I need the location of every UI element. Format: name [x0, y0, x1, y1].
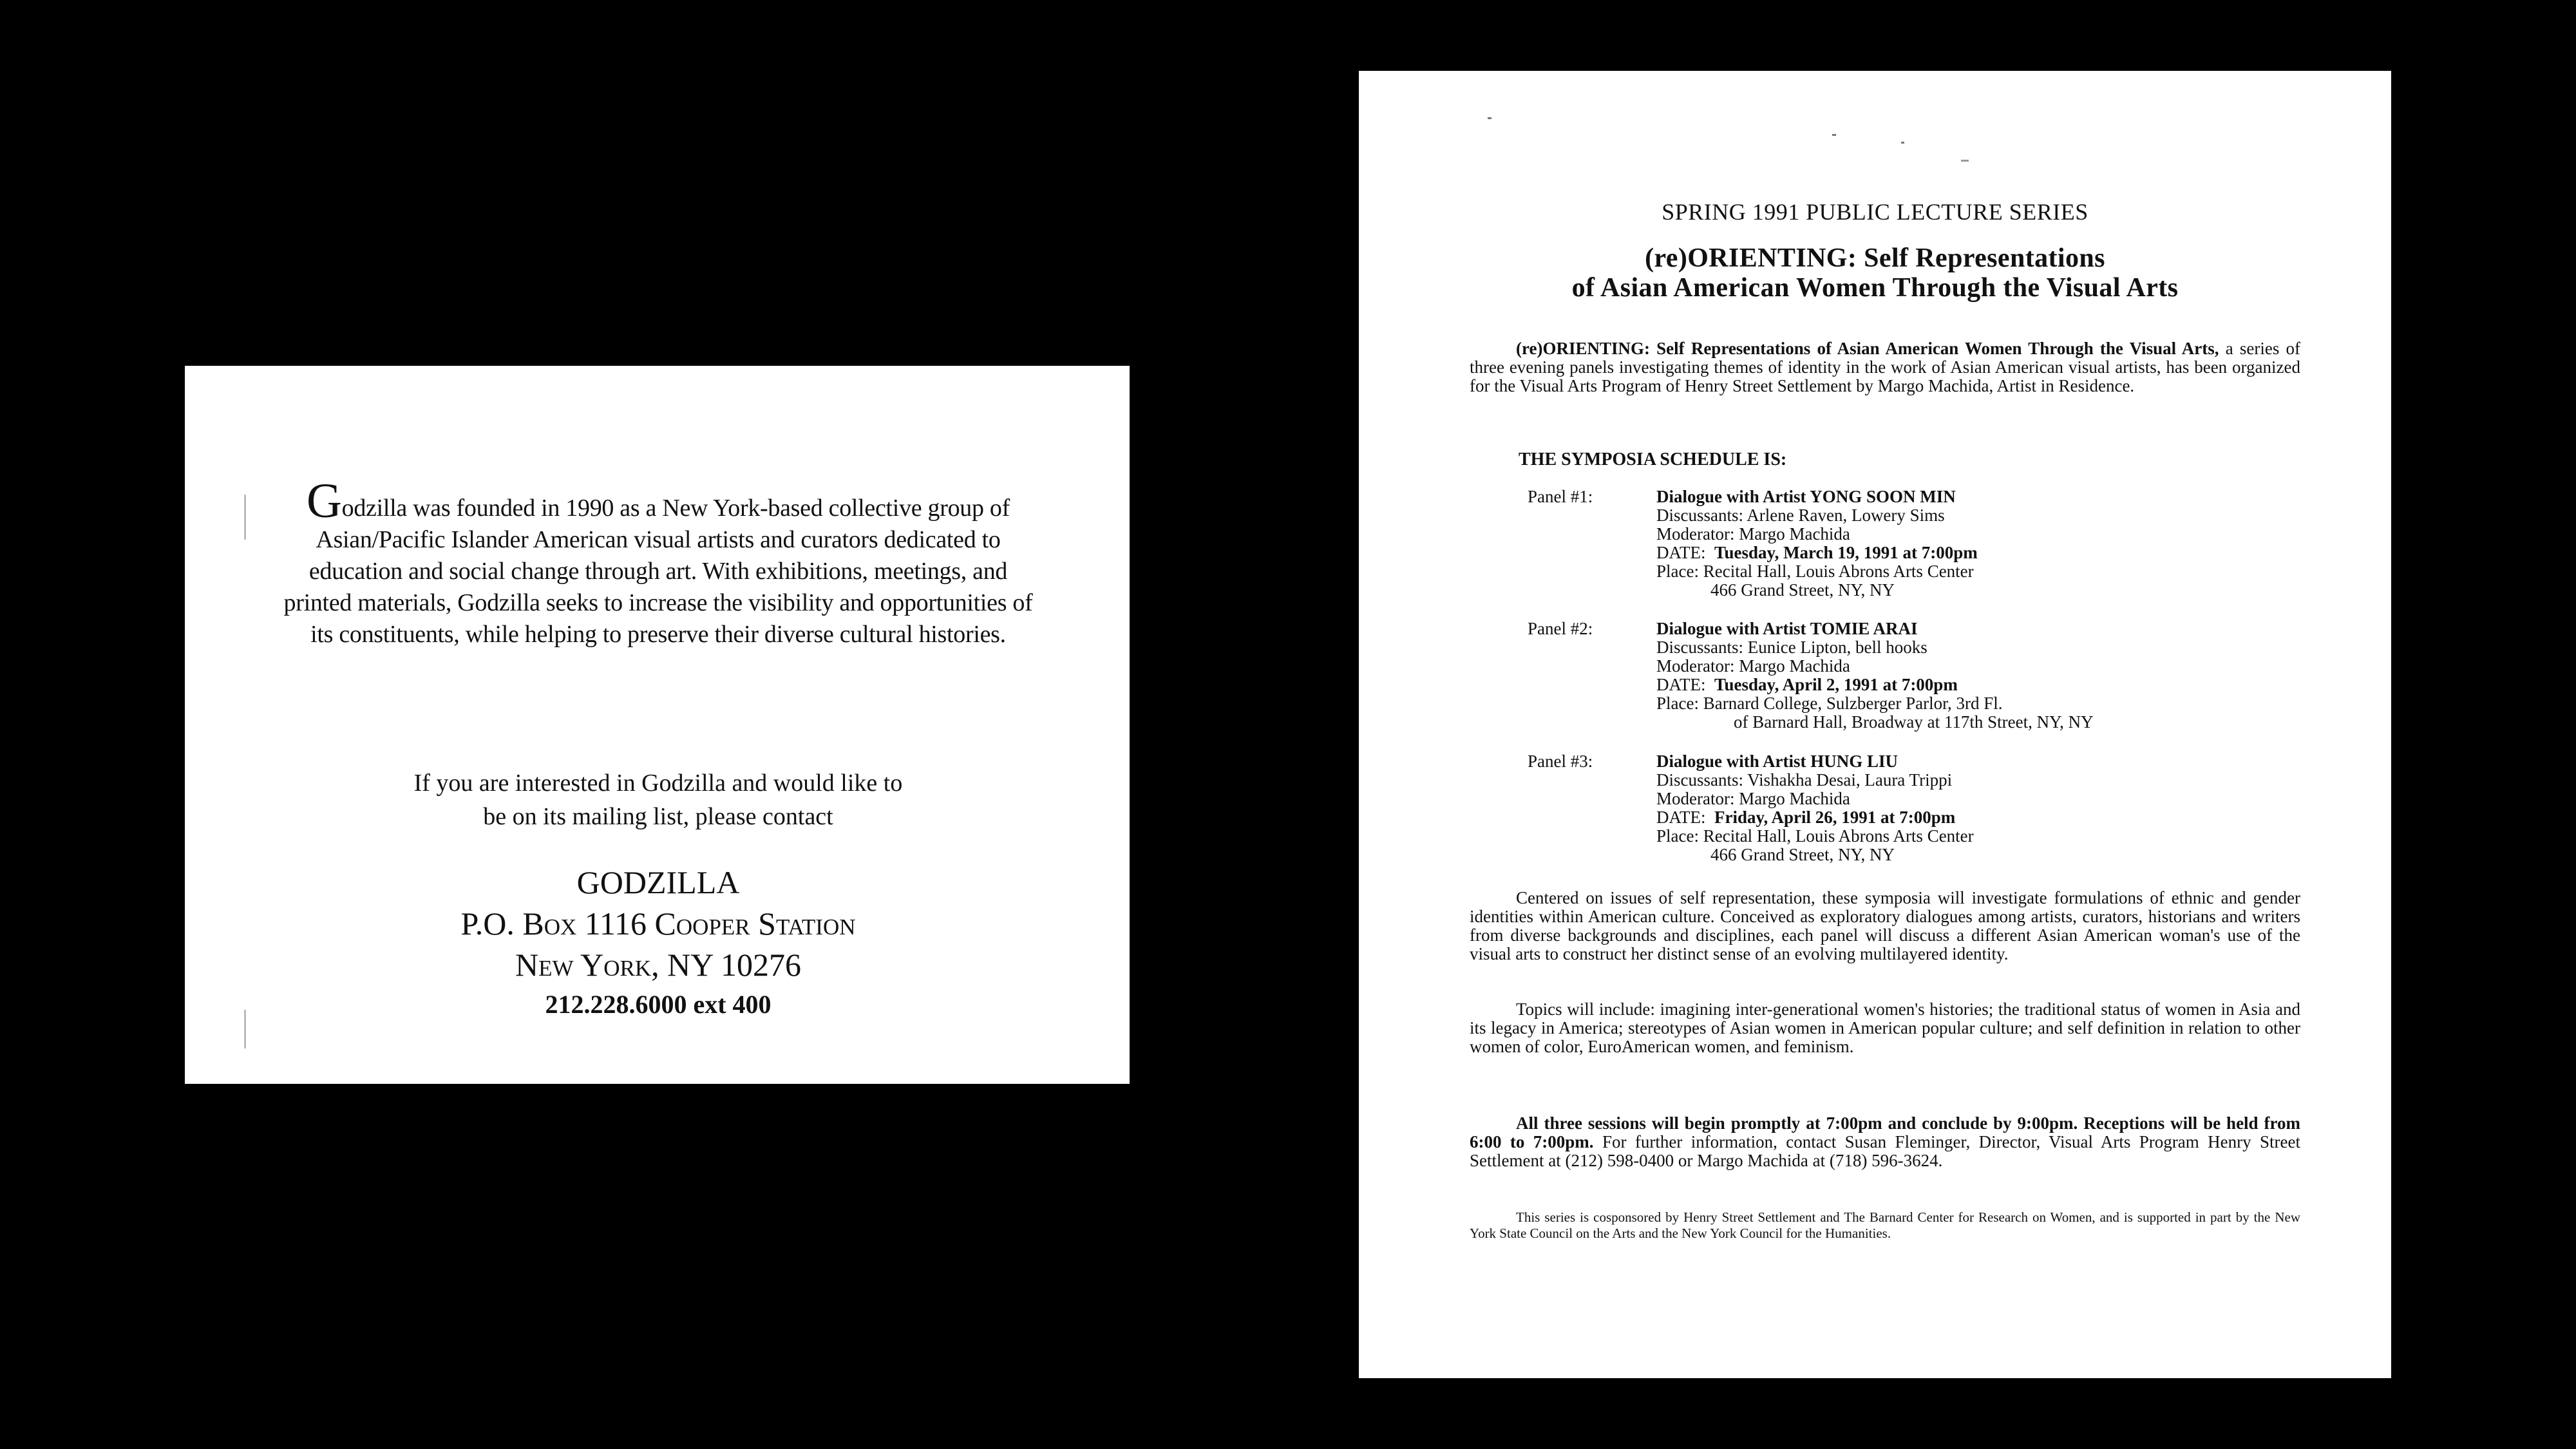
mailing-list-line-1: If you are interested in Godzilla and would like to — [413, 770, 903, 797]
scan-edge-mark — [244, 1010, 246, 1048]
flyer-title-line-2: of Asian American Women Through the Visual Arts — [1571, 273, 2179, 303]
mailing-list-line-2: be on its mailing list, please contact — [483, 803, 833, 830]
panel-place-continued: 466 Grand Street, NY, NY — [1710, 845, 1895, 864]
scan-speck — [1901, 142, 1904, 144]
panel-moderator: Moderator: Margo Machida — [1656, 524, 1850, 544]
godzilla-description — [281, 474, 1035, 650]
scan-speck — [1961, 160, 1969, 162]
flyer-title-line-1: (re)ORIENTING: Self Representations — [1645, 243, 2105, 273]
panel-label: Panel #2: — [1528, 619, 1593, 638]
panel-date — [1656, 544, 2365, 562]
panel-dialogue: Dialogue with Artist YONG SOON MIN — [1656, 487, 1956, 506]
panel-place: Place: Recital Hall, Louis Abrons Arts Center — [1656, 826, 1974, 846]
scan-speck — [1832, 134, 1836, 136]
panel-label: Panel #3: — [1528, 752, 1593, 771]
sessions-contact-text: For further information, contact Susan Fleminger, Director, Visual Arts Program Henry Street Settlement at (212) 598-0400 or Margo Machida at (718) 596-3624. — [1470, 1132, 2301, 1170]
panel-details — [1656, 488, 2365, 600]
drop-cap-letter: G — [307, 474, 342, 528]
panel-date-value: Tuesday, March 19, 1991 at 7:00pm — [1714, 543, 1978, 562]
topics-paragraph: Topics will include: imagining inter-generational women's histories; the traditional status of women in Asia and its legacy in America; stereotypes of Asian women in American popular culture; and self definition in relation to other women of color, EuroAmerican women, and feminism. — [1470, 999, 2300, 1056]
contact-address — [281, 862, 1035, 1024]
panel-dialogue: Dialogue with Artist HUNG LIU — [1656, 752, 1899, 771]
city-zip: New York, NY 10276 — [515, 947, 802, 983]
panel-place: Place: Barnard College, Sulzberger Parlor, 3rd Fl. — [1656, 694, 2003, 713]
intro-paragraph — [1470, 339, 2300, 395]
sessions-bold-text: All three sessions will begin promptly at 7:00pm and conclude by 9:00pm. Receptions will be held from 6:00 to 7:00pm. — [1470, 1113, 2300, 1151]
godzilla-description-text: odzilla was founded in 1990 as a New York-based collective group of Asian/Pacific Islander American visual artists and curators dedicated to education and social change through art. With exhibitions, meetings, and printed materials, Godzilla seeks to increase the visibility and opportunities of its constituents, while helping to preserve their diverse cultural histories. — [283, 495, 1033, 648]
intro-bold-title: (re)ORIENTING: Self Representations of Asian American Women Through the Visual Arts, — [1516, 339, 2219, 358]
godzilla-info-card — [185, 366, 1130, 1084]
po-box: P.O. Box 1116 Cooper Station — [460, 905, 856, 942]
panel-date-value: Tuesday, April 2, 1991 at 7:00pm — [1714, 675, 1958, 694]
panel-date-label: DATE: — [1656, 543, 1706, 562]
intro-text: a series of three evening panels investigating themes of identity in the work of Asian American visual artists, has been organized for the Visual Arts Program of Henry Street Settlement by Margo Machida, Artist in Residence. — [1470, 339, 2300, 395]
panel-date-label: DATE: — [1656, 675, 1706, 694]
sponsor-note: This series is cosponsored by Henry Street Settlement and The Barnard Center for Research on Women, and is supported in part by the New York State Council on the Arts and the New York Council for the Humanities. — [1470, 1209, 2300, 1241]
panel-label: Panel #1: — [1528, 487, 1593, 506]
series-heading: SPRING 1991 PUBLIC LECTURE SERIES — [1662, 199, 2088, 225]
panel-moderator: Moderator: Margo Machida — [1656, 656, 1850, 676]
panel-date — [1656, 808, 2365, 827]
scan-speck — [1488, 117, 1492, 119]
panel-date-label: DATE: — [1656, 808, 1706, 827]
panel-place-continued: of Barnard Hall, Broadway at 117th Street, NY, NY — [1734, 712, 2094, 732]
org-name: GODZILLA — [576, 864, 740, 900]
sessions-paragraph — [1470, 1114, 2300, 1170]
panel-dialogue: Dialogue with Artist TOMIE ARAI — [1656, 619, 1918, 638]
panel-date-value: Friday, April 26, 1991 at 7:00pm — [1714, 808, 1956, 827]
panel-discussants: Discussants: Arlene Raven, Lowery Sims — [1656, 506, 1945, 525]
scan-edge-mark — [244, 495, 246, 540]
panel-discussants: Discussants: Eunice Lipton, bell hooks — [1656, 638, 1927, 657]
centered-paragraph: Centered on issues of self representation, these symposia will investigate formulations of ethnic and gender identities within American culture. Conceived as exploratory dialogues among artists, curators, historians and writers from diverse backgrounds and disciplines, each panel will discuss a different Asian American woman's use of the visual arts to construct her distinct sense of an evolving multilayered identity. — [1470, 888, 2300, 963]
panel-moderator: Moderator: Margo Machida — [1656, 789, 1850, 808]
schedule-heading: THE SYMPOSIA SCHEDULE IS: — [1519, 450, 1787, 469]
phone-number: 212.228.6000 ext 400 — [545, 990, 772, 1019]
lecture-series-flyer — [1359, 71, 2391, 1378]
panel-place: Place: Recital Hall, Louis Abrons Arts Center — [1656, 562, 1974, 581]
panel-date — [1656, 676, 2365, 694]
flyer-title — [1359, 243, 2391, 303]
panel-discussants: Discussants: Vishakha Desai, Laura Trippi — [1656, 770, 1953, 790]
panel-place-continued: 466 Grand Street, NY, NY — [1710, 580, 1895, 600]
panel-details — [1656, 620, 2365, 732]
mailing-list-note — [281, 766, 1035, 833]
panel-details — [1656, 752, 2365, 864]
